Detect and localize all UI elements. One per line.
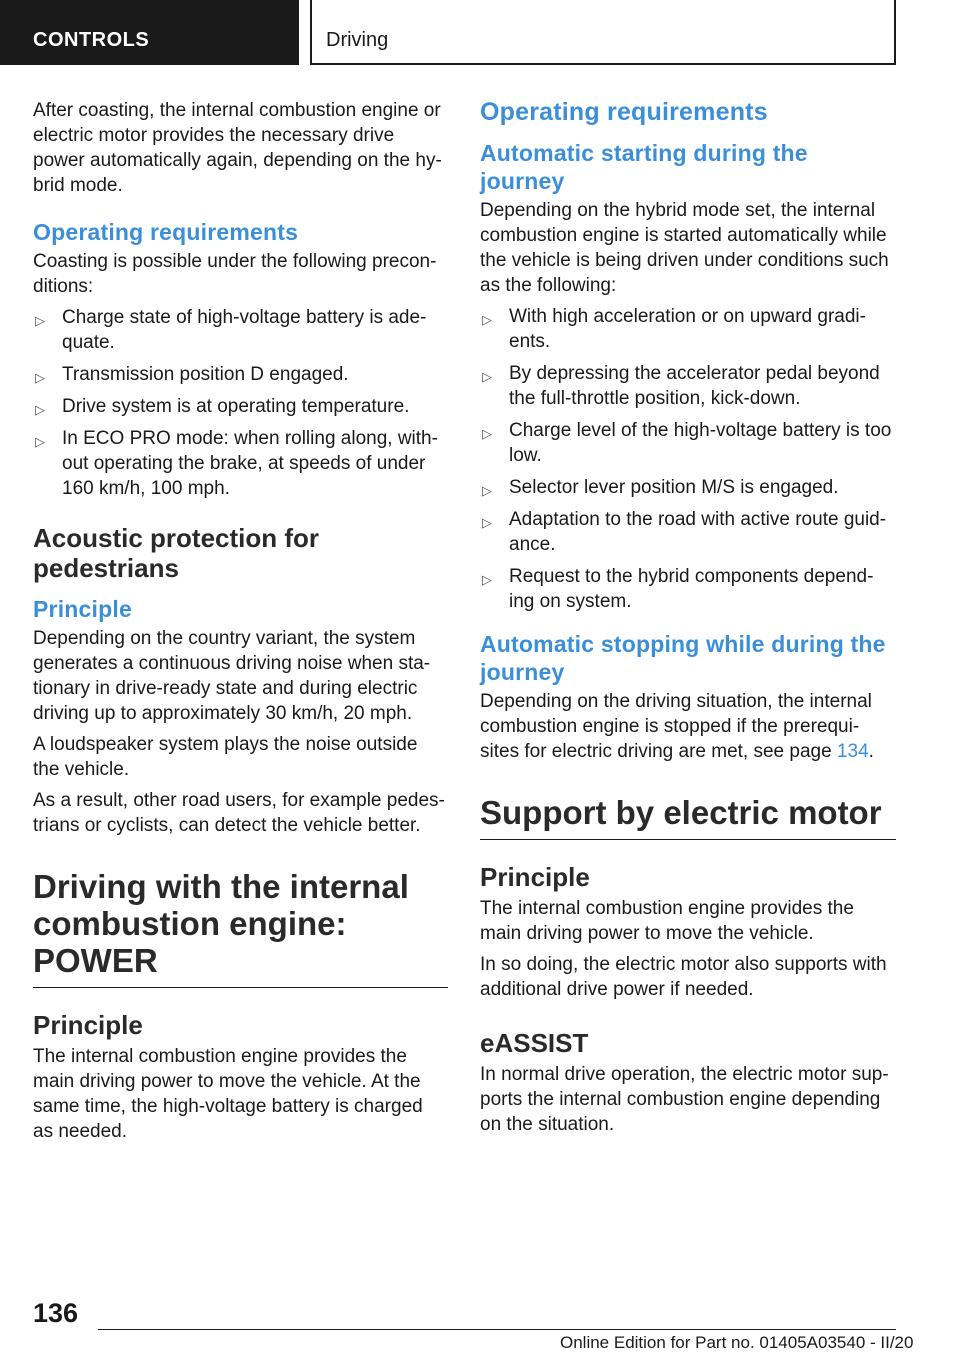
- list-item: ▷ Selector lever position M/S is engaged.: [480, 475, 896, 500]
- left-column: [33, 98, 448, 1150]
- page-header: [0, 0, 960, 66]
- automatic-starting-heading: Automatic starting during the journey: [480, 140, 808, 194]
- triangle-bullet-icon: ▷: [482, 515, 492, 530]
- triangle-bullet-icon: ▷: [35, 370, 45, 385]
- power-principle-heading: Principle: [33, 1010, 143, 1040]
- operating-requirements-text: Coasting is possible under the following precon‐ditions:: [33, 251, 437, 297]
- page-reference-link[interactable]: 134: [836, 741, 869, 762]
- triangle-bullet-icon: ▷: [482, 483, 492, 498]
- principle-heading: Principle: [33, 596, 132, 622]
- automatic-stopping-heading: Automatic stopping while during the journey: [480, 631, 886, 685]
- acoustic-protection-heading: Acoustic protection for pedestrians: [33, 523, 320, 583]
- list-item: ▷ Drive system is at operating temperature.: [33, 394, 448, 419]
- support-principle-paragraph-1: The internal combustion engine provides the main driving power to move the vehicle.: [480, 898, 854, 944]
- list-item: ▷ In ECO PRO mode: when rolling along, with‐out operating the brake, at speeds of under 160 km/h, 100 mph.: [35, 428, 438, 499]
- support-electric-motor-heading: Support by electric motor: [480, 794, 896, 840]
- power-section-heading: Driving with the internal combustion engine: POWER: [33, 868, 448, 988]
- principle-paragraph-2: A loudspeaker system plays the noise outside the vehicle.: [33, 734, 418, 780]
- triangle-bullet-icon: ▷: [482, 426, 492, 441]
- list-item: ▷ Adaptation to the road with active route guid‐ance.: [482, 509, 887, 555]
- eassist-text: In normal drive operation, the electric motor sup‐ports the internal combustion engine depending on the situation.: [480, 1064, 889, 1135]
- list-item: ▷ Request to the hybrid components depend‐ing on system.: [482, 566, 874, 612]
- section-tab: CONTROLS: [0, 0, 299, 65]
- support-principle-heading: Principle: [480, 862, 590, 892]
- triangle-bullet-icon: ▷: [35, 402, 45, 417]
- page-number: 136: [33, 1298, 79, 1328]
- list-item: ▷ By depressing the accelerator pedal beyond the full-throttle position, kick-down.: [482, 363, 880, 409]
- right-column: [480, 98, 896, 1143]
- principle-paragraph-3: As a result, other road users, for example pedes‐trians or cyclists, can detect the vehicle better.: [33, 790, 445, 836]
- automatic-starting-text: Depending on the hybrid mode set, the internal combustion engine is started automatically while the vehicle is being driven under conditions such as the following:: [480, 200, 889, 296]
- triangle-bullet-icon: ▷: [482, 312, 492, 327]
- coasting-preconditions-list: [33, 305, 448, 501]
- intro-paragraph: After coasting, the internal combustion engine or electric motor provides the necessary drive power automatically again, depending on the hy‐brid mode.: [33, 100, 442, 196]
- automatic-starting-list: [480, 304, 896, 614]
- power-principle-text: The internal combustion engine provides the main driving power to move the vehicle. At the same time, the high-voltage battery is charged as needed.: [33, 1046, 423, 1142]
- edition-note: Online Edition for Part no. 01405A03540 - II/20: [560, 1333, 914, 1352]
- triangle-bullet-icon: ▷: [482, 369, 492, 384]
- operating-requirements-heading: Operating requirements: [33, 219, 299, 245]
- support-principle-paragraph-2: In so doing, the electric motor also supports with additional drive power if needed.: [480, 954, 887, 1000]
- footer-divider: [98, 1329, 896, 1330]
- list-item: ▷ Transmission position D engaged.: [33, 362, 448, 387]
- eassist-heading: eASSIST: [480, 1028, 589, 1058]
- list-item: ▷ Charge state of high-voltage battery is ade‐quate.: [35, 307, 427, 353]
- automatic-stopping-text: Depending on the driving situation, the internal combustion engine is stopped if the prerequi‐sites for electric driving are met, see page 134.: [480, 691, 874, 762]
- list-item: ▷ Charge level of the high-voltage battery is too low.: [482, 420, 892, 466]
- triangle-bullet-icon: ▷: [482, 572, 492, 587]
- principle-paragraph-1: Depending on the country variant, the system generates a continuous driving noise when sta‐tionary in drive-ready state and during electric driving up to approximately 30 km/h, 20 mph.: [33, 628, 431, 724]
- triangle-bullet-icon: ▷: [35, 313, 45, 328]
- list-item: ▷ With high acceleration or on upward gradi‐ents.: [482, 306, 866, 352]
- chapter-tab: Driving: [310, 0, 896, 65]
- right-operating-requirements-heading: Operating requirements: [480, 98, 768, 126]
- triangle-bullet-icon: ▷: [35, 434, 45, 449]
